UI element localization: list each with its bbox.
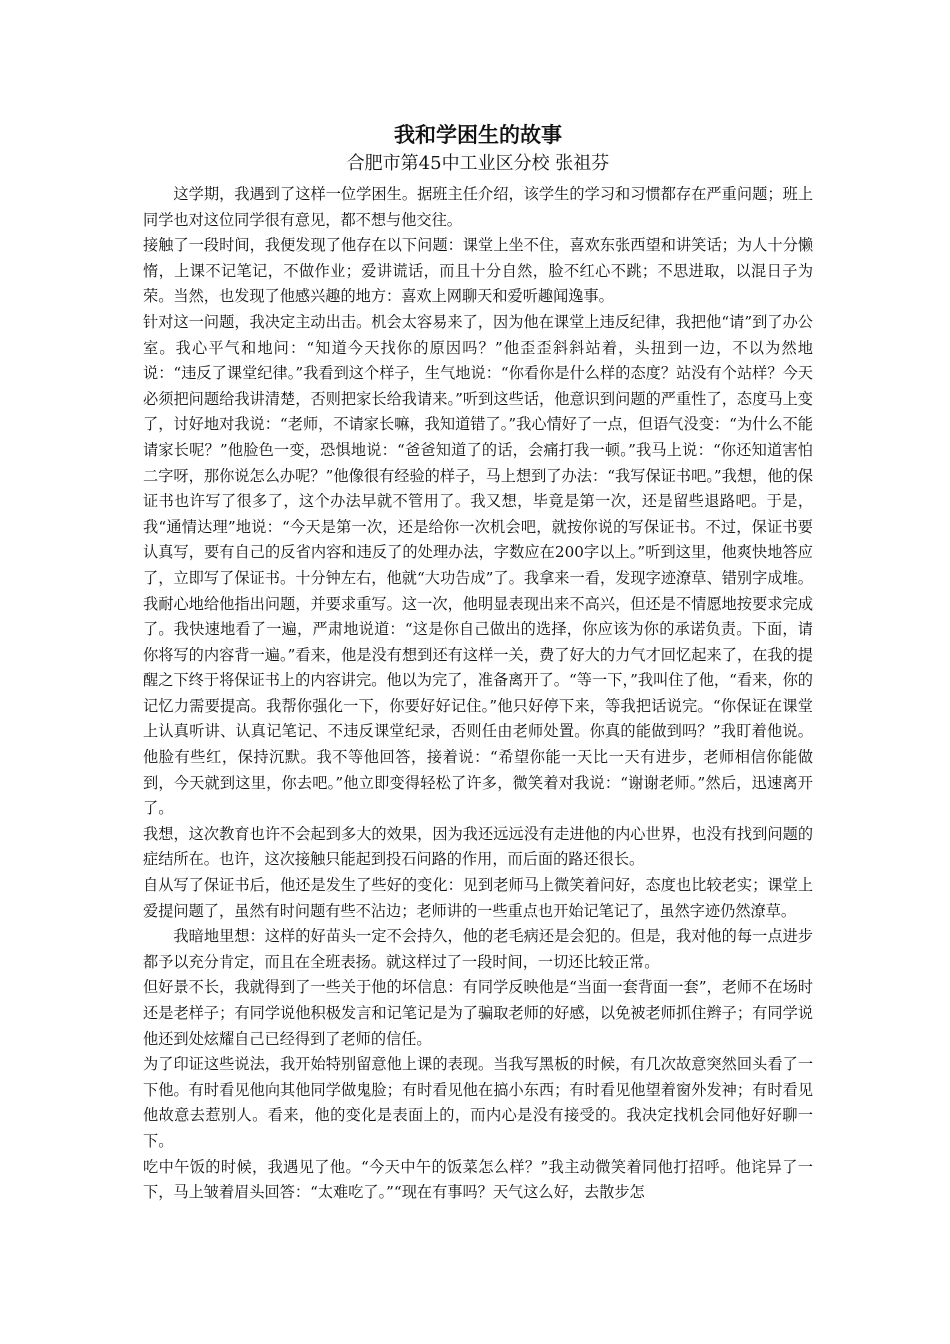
paragraph: 自从写了保证书后，他还是发生了些好的变化：见到老师马上微笑着问好，态度也比较老实；课堂上爱提问题了，虽然有时问题有些不沾边；老师讲的一些重点也开始记笔记了，虽然字迹仍然潦草。 [143,876,813,920]
paragraph: 我暗地里想：这样的好苗头一定不会持久，他的老毛病还是会犯的。但是，我对他的每一点进步都予以充分肯定，而且在全班表扬。就这样过了一段时间，一切还比较正常。 [143,927,813,971]
document-title: 我和学困生的故事 [394,122,562,147]
paragraph: 但好景不长，我就得到了一些关于他的坏信息：有同学反映他是“当面一套背面一套”，老师不在场时还是老样子；有同学说他积极发言和记笔记是为了骗取老师的好感，以免被老师抓住辫子；有同学说他还到处炫耀自己已经得到了老师的信任。 [143,978,813,1048]
paragraph: 接触了一段时间，我便发现了他存在以下问题：课堂上坐不住，喜欢东张西望和讲笑话；为人十分懒惰，上课不记笔记，不做作业；爱讲谎话，而且十分自然，脸不红心不跳；不思进取，以混日子为荣。当然，也发现了他感兴趣的地方：喜欢上网聊天和爱听趣闻逸事。 [143,236,813,306]
paragraph: 这学期，我遇到了这样一位学困生。据班主任介绍，该学生的学习和习惯都存在严重问题；班上同学也对这位同学很有意见，都不想与他交往。 [143,185,813,229]
paragraph: 吃中午饭的时候，我遇见了他。“今天中午的饭菜怎么样？”我主动微笑着同他打招呼。他诧异了一下，马上皱着眉头回答：“太难吃了。”“现在有事吗？天气这么好，去散步怎 [143,1157,813,1202]
paragraph: 我想，这次教育也许不会起到多大的效果，因为我还远远没有走进他的内心世界，也没有找到问题的症结所在。也许，这次接触只能起到投石问路的作用，而后面的路还很长。 [143,824,813,869]
document-subtitle: 合肥市第45中工业区分校 张祖芬 [346,153,610,174]
document-body [143,120,813,1206]
paragraph: 为了印证这些说法，我开始特别留意他上课的表现。当我写黑板的时候，有几次故意突然回头看了一下他。有时看见他向其他同学做鬼脸；有时看见他在搞小东西；有时看见他望着窗外发神；有时看见他故意去惹别人。看来，他的变化是表面上的，而内心是没有接受的。我决定找机会同他好好聊一下。 [143,1055,813,1150]
paragraph: 针对这一问题，我决定主动出击。机会太容易来了，因为他在课堂上违反纪律，我把他“请”到了办公室。我心平气和地问：“知道今天找你的原因吗？”他歪歪斜斜站着，头扭到一边，不以为然地说：“违反了课堂纪律。”我看到这个样子，生气地说：“你看你是什么样的态度？站没有个站样？今天必须把问题给我讲清楚，否则把家长给我请来。”听到这些话，他意识到问题的严重性了，态度马上变了，讨好地对我说：“老师，不请家长嘛，我知道错了。”我心情好了一点，但语气没变：“为什么不能请家长呢？”他脸色一变，恐惧地说：“爸爸知道了的话，会痛打我一顿。”我马上说：“你还知道害怕二字呀，那你说怎么办呢？”他像很有经验的样子，马上想到了办法：“我写保证书吧。”我想，他的保证书也许写了很多了，这个办法早就不管用了。我又想，毕竟是第一次，还是留些退路吧。于是，我“通情达理”地说：“今天是第一次，还是给你一次机会吧，就按你说的写保证书。不过，保证书要认真写，要有自己的反省内容和违反了的处理办法，字数应在200字以上。”听到这里，他爽快地答应了，立即写了保证书。十分钟左右，他就“大功告成”了。我拿来一看，发现字迹潦草、错别字成堆。我耐心地给他指出问题，并要求重写。这一次，他明显表现出来不高兴，但还是不情愿地按要求完成了。我快速地看了一遍，严肃地说道：“这是你自己做出的选择，你应该为你的承诺负责。下面，请你将写的内容背一遍。”看来，他是没有想到还有这样一关，费了好大的力气才回忆起来了，在我的提醒之下终于将保证书上的内容讲完。他以为完了，准备离开了。“等一下，”我叫住了他，“看来，你的记忆力需要提高。我帮你强化一下，你要好好记住。”他只好停下来，等我把话说完。“你保证在课堂上认真听讲、认真记笔记、不违反课堂纪录，否则任由老师处置。你真的能做到吗？”我盯着他说。他脸有些红，保持沉默。我不等他回答，接着说：“希望你能一天比一天有进步，老师相信你能做到，今天就到这里，你去吧。”他立即变得轻松了许多，微笑着对我说：“谢谢老师。”然后，迅速离开了。 [143,312,813,818]
